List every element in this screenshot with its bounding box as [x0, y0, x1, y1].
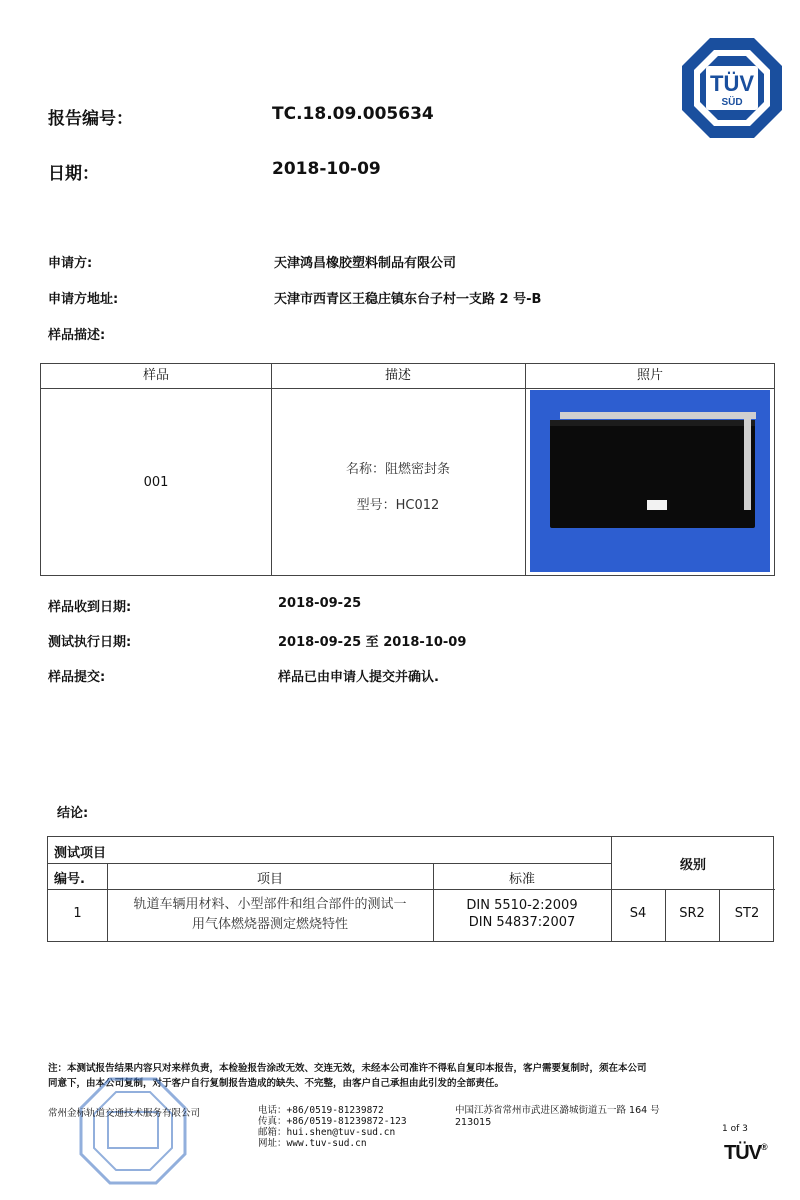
footer-brand-logo [724, 1142, 767, 1165]
sample-model: 型号：HC012 [356, 498, 440, 513]
item-header: 项目 [256, 872, 283, 887]
applicant-address: 天津市西青区王稳庄镇东台子村一支路 2 号-B [274, 292, 542, 307]
grade-s: S4 [629, 906, 647, 921]
report-date: 2018-10-09 [272, 159, 381, 179]
footer-tel: 电话：+86/0519-81239872 [258, 1105, 384, 1116]
photo-header: 照片 [636, 368, 663, 383]
report-number: TC.18.09.005634 [272, 104, 434, 124]
number-header: 编号. [54, 872, 85, 887]
standard-line1: DIN 5510-2:2009 [466, 898, 578, 913]
conclusion-table [47, 836, 774, 942]
test-item-line2: 用气体燃烧器测定燃烧特性 [191, 917, 348, 932]
description-header: 描述 [384, 368, 411, 383]
applicant-address-label: 申请方地址: [48, 292, 119, 307]
applicant-value: 天津鸿昌橡胶塑料制品有限公司 [274, 256, 457, 271]
test-date: 2018-09-25 至 2018-10-09 [278, 635, 467, 650]
sample-photo [530, 390, 770, 572]
footer-brand-text: TÜV [724, 1142, 761, 1164]
received-date-label: 样品收到日期: [48, 600, 132, 615]
logo-sub: SÜD [721, 97, 743, 108]
tuv-sud-logo [680, 36, 784, 140]
footer-address: 中国江苏省常州市武进区潞城街道五一路 164 号 [455, 1105, 660, 1116]
received-date: 2018-09-25 [278, 596, 362, 611]
company-stamp [78, 1076, 188, 1186]
report-number-label: 报告编号： [48, 109, 133, 129]
footer-email[interactable]: 邮箱：hui.shen@tuv-sud.cn [258, 1127, 396, 1138]
test-item [107, 895, 433, 935]
test-standard [433, 897, 611, 931]
standard-header: 标准 [508, 872, 535, 887]
footer-website[interactable]: 网址：www.tuv-sud.cn [258, 1138, 367, 1149]
page-number: 1 of 3 [722, 1124, 748, 1134]
submission-label: 样品提交: [48, 670, 106, 685]
disclaimer-line1: 注：本测试报告结果内容只对来样负责，本检验报告涂改无效、交连无效，未经本公司准许不得私自复印本报告，客户需要复制时，须在本公司 [48, 1063, 647, 1074]
grade-sr: SR2 [679, 906, 705, 921]
grade-header: 级别 [679, 858, 706, 873]
footer-contact [258, 1105, 407, 1149]
footer-zip: 213015 [455, 1117, 492, 1128]
submission-value: 样品已由申请人提交并确认. [278, 670, 439, 685]
grade-st: ST2 [734, 906, 760, 921]
sample-description-label: 样品描述: [48, 328, 106, 343]
registered-icon: ® [761, 1142, 767, 1152]
logo-text: TÜV [710, 71, 754, 96]
test-items-header: 测试项目 [54, 846, 107, 861]
standard-line2: DIN 54837:2007 [468, 915, 576, 930]
footer-company: 常州金标轨道交通技术服务有限公司 [48, 1108, 201, 1119]
test-item-line1: 轨道车辆用材料、小型部件和组合部件的测试一 [133, 897, 407, 912]
applicant-label: 申请方: [48, 256, 93, 271]
footer-fax: 传真：+86/0519-81239872-123 [258, 1116, 407, 1127]
date-label: 日期： [48, 164, 99, 184]
test-date-label: 测试执行日期: [48, 635, 132, 650]
sample-name: 名称：阻燃密封条 [345, 462, 450, 477]
conclusion-label: 结论: [57, 806, 89, 821]
footer-address-block [455, 1105, 660, 1129]
disclaimer-line2: 同意下，由本公司复制，对于客户自行复制报告造成的缺失、不完整，由客户自己承担由此引发的全部责任。 [48, 1078, 505, 1089]
sample-header: 样品 [142, 368, 169, 383]
sample-id: 001 [143, 475, 169, 490]
row-number: 1 [73, 906, 82, 921]
